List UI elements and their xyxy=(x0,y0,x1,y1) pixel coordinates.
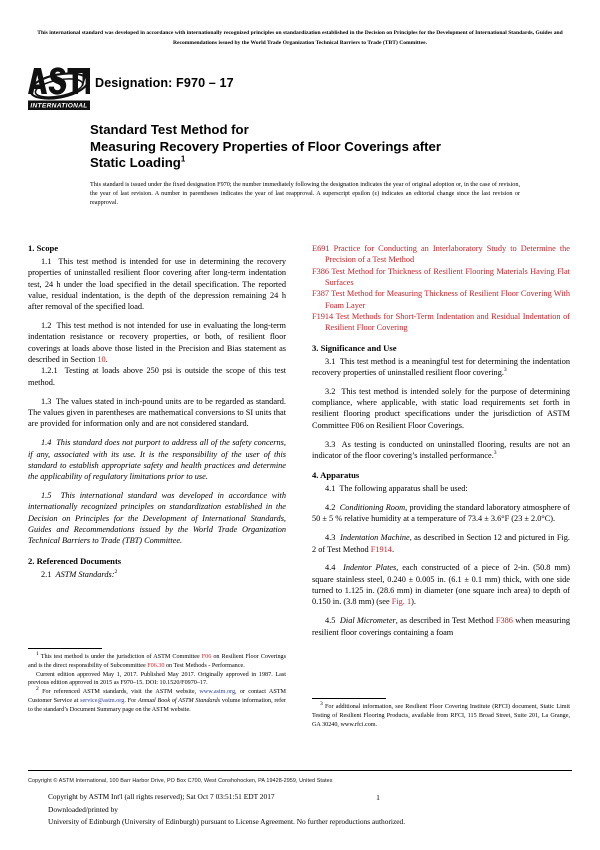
link-f386[interactable]: F386 xyxy=(495,616,513,626)
paragraph-1-4 xyxy=(28,437,286,482)
footnote-2 xyxy=(28,685,286,714)
footnote-2-text-c: . For xyxy=(124,697,138,704)
term-indentor-plates: Indentor Plates xyxy=(343,563,397,573)
link-fig-1[interactable]: Fig. 1 xyxy=(391,597,412,607)
term-conditioning-room: Conditioning Room xyxy=(339,503,406,513)
footnote-1-marker: 1 xyxy=(36,650,39,657)
section-heading-apparatus: 4. Apparatus xyxy=(312,470,360,481)
ref-title[interactable]: Test Method for Measuring Thickness of Resilient Floor Covering With Foam Layer xyxy=(325,289,570,310)
para-text-4-2: , providing the standard laboratory atmosphere of 50 ± 5 % relative humidity at a temperature of 73.4 ± 3.6°F (23 ± 2.0°C). xyxy=(312,503,571,524)
paragraph-1-2 xyxy=(28,320,286,365)
paragraph-4-5 xyxy=(312,615,570,638)
para-text-1-4: This standard does not purport to address all of the safety concerns, if any, associated with its use. It is the responsibility of the user of this standard to establish appropriate safety and health practices and determine the applicability of regulatory limitations prior to use. xyxy=(28,438,286,482)
paragraph-4-4 xyxy=(312,562,570,607)
para-num-1-1: 1.1 xyxy=(41,256,52,266)
section-heading-scope: 1. Scope xyxy=(28,243,59,253)
link-astm-website[interactable]: www.astm.org xyxy=(199,689,236,695)
footnotes-left xyxy=(28,648,286,714)
copyright-notice: Copyright © ASTM International, 100 Barr Harbor Drive, PO Box C700, West Conshohocken, PA 19428-2959, United States xyxy=(28,778,333,784)
download-stamp xyxy=(48,791,528,829)
para-num-4-4: 4.4 xyxy=(325,563,336,573)
ref-id[interactable]: F1914 xyxy=(312,312,334,322)
download-stamp-line-1: Copyright by ASTM Int'l (all rights reserved); Sat Oct 7 03:51:51 EDT 2017 xyxy=(48,792,275,801)
footnote-1 xyxy=(28,650,286,671)
para-num-1-2-1: 1.2.1 xyxy=(41,366,58,376)
para-text-1-1: This test method is intended for use in determining the recovery properties of uninstalled resilient floor covering after long-term indentation test, 24 h under the load specified in the detail specification. The reported value, residual indentation, is the depth of the depression remaining 24 h after removal of the specified load. xyxy=(28,256,286,312)
paragraph-2-1 xyxy=(28,569,286,580)
paragraph-1-5 xyxy=(28,490,286,547)
ref-title[interactable]: Practice for Conducting an Interlaboratory Study to Determine the Precision of a Test Method xyxy=(325,244,570,265)
astm-logo-subtext-label: INTERNATIONAL xyxy=(30,102,88,110)
footnote-1-text-c: on Test Methods - Performance. xyxy=(164,662,245,669)
link-section-10[interactable]: 10 xyxy=(97,355,106,365)
footnote-3 xyxy=(312,700,570,729)
para-num-2-1: 2.1 xyxy=(41,569,52,579)
download-stamp-line-2: Downloaded/printed by xyxy=(48,804,118,814)
footnote-1-text-b: on Resilient Floor Coverings and is the direct responsibility of Subcommittee xyxy=(28,654,286,669)
para-num-3-2: 3.2 xyxy=(325,386,336,396)
para-text-3-2: This test method is intended solely for the purpose of determining compliance, where applicable, with static load requirements set forth in resilient flooring product specifications under the jurisdiction of ASTM Committee F06 on Resilient Floor Coverings. xyxy=(312,386,570,430)
astm-logo-icon xyxy=(28,64,90,112)
footnote-2-italic-title: Annual Book of ASTM Standards xyxy=(137,697,221,704)
para-num-4-1: 4.1 xyxy=(325,484,336,494)
para-text-1-2-end: . xyxy=(105,355,108,365)
tbt-notice: This international standard was developed in accordance with internationally recognized principles on standardization established in the Decision on Principles for the Development of International Standards, Guides and Recommendations issued by the World Trade Organization Technical Barriers to Trade (TBT) Committee. xyxy=(37,30,563,46)
title-footnote-marker: 1 xyxy=(180,154,186,164)
para-num-4-2: 4.2 xyxy=(325,503,336,513)
link-f0630[interactable]: F06.30 xyxy=(147,662,165,669)
term-dial-micrometer: Dial Micrometer xyxy=(339,616,396,626)
para-num-1-5: 1.5 xyxy=(41,491,52,501)
designation: Designation: F970 – 17 xyxy=(95,76,234,90)
page-title xyxy=(90,122,520,172)
footnote-2-marker: 2 xyxy=(36,685,39,692)
title-line-1: Standard Test Method for xyxy=(90,122,249,137)
ref-title[interactable]: Test Method for Thickness of Resilient Flooring Materials Having Flat Surfaces xyxy=(325,266,570,288)
para-text-4-5: , as described in Test Method xyxy=(395,616,496,626)
section-heading-referenced-documents: 2. Referenced Documents xyxy=(28,555,122,566)
footnote-rule xyxy=(28,648,102,649)
paragraph-4-1 xyxy=(312,483,570,494)
footer-divider xyxy=(28,770,572,771)
footnote-rule xyxy=(312,698,386,699)
footnote-3-marker: 3 xyxy=(320,700,323,707)
footnote-3-text: For additional information, see Resilient Floor Covering Institute (RFCI) document, Static Limit Testing of Resilient Flooring Products, available from RFCI, 115 Broad Street, Suite 201, La Grange, GA 30240, www.rfci.com. xyxy=(312,704,570,728)
footnotes-right xyxy=(312,698,570,729)
para-num-1-3: 1.3 xyxy=(41,396,52,406)
title-line-3-text: Static Loading xyxy=(90,155,181,170)
para-text-4-1: The following apparatus shall be used: xyxy=(339,484,468,494)
paragraph-1-3 xyxy=(28,396,286,430)
paragraph-1-1 xyxy=(28,256,286,313)
ref-id[interactable]: F386 xyxy=(312,266,330,276)
para-num-4-5: 4.5 xyxy=(325,616,336,626)
para-text-3-1: This test method is a meaningful test for determining the indentation recovery properties of uninstalled resilient floor covering. xyxy=(312,356,571,377)
section-heading-significance-and-use: 3. Significance and Use xyxy=(312,342,397,353)
para-text-1-3: The values stated in inch-pound units are to be regarded as standard. The values given in parentheses are mathematical conversions to SI units that are provided for information only and are not considered standard. xyxy=(28,396,286,429)
astm-logo xyxy=(28,64,90,112)
para-num-1-2: 1.2 xyxy=(41,321,52,331)
paragraph-3-3 xyxy=(312,439,570,462)
footnote-2-text-b: , or contact ASTM Customer Service at xyxy=(28,689,286,704)
para-text-4-4: , each constructed of a piece of 2-in. (50.8 mm) square stainless steel, 0.240 ± 0.005 in. (6.1 ± 0.1 mm) thick, with one side turned to 1.125 in. (28.6 mm) in diameter (one square inch area) to depth of 0.150 in. (3.8 mm) (see xyxy=(312,563,570,607)
para-num-3-3: 3.3 xyxy=(325,439,336,449)
left-column xyxy=(28,243,286,580)
para-text-1-5: This international standard was developed in accordance with internationally recognized principles on standardization established in the Decision on Principles for the Development of International Standards, Guides and Recommendations issued by the World Trade Organization Technical Barriers to Trade (TBT) Committee. xyxy=(28,491,286,546)
link-service-email[interactable]: service@astm.org xyxy=(80,697,125,704)
footnote-current-edition: Current edition approved May 1, 2017. Published May 2017. Originally approved in 1987. Last previous edition approved in 2015 as F970–15. DOI: 10.1520/F0970–17. xyxy=(28,671,286,687)
paragraph-4-2 xyxy=(312,502,570,525)
para-label-astm-standards: ASTM Standards: xyxy=(55,569,115,579)
title-line-2: Measuring Recovery Properties of Floor Coverings after xyxy=(90,138,442,154)
list-item[interactable] xyxy=(312,311,570,334)
right-column xyxy=(312,243,570,638)
link-f1914[interactable]: F1914 xyxy=(370,544,392,554)
referenced-standards-list xyxy=(312,243,570,334)
list-item[interactable] xyxy=(312,288,570,311)
footnote-1-text-a: This test method is under the jurisdiction of ASTM Committee xyxy=(40,654,202,660)
para-text-1-2: This test method is not intended for use in evaluating the long-term indentation resistance or recovery properties, or both, of resilient floor coverings at loads above those listed in the Precision and Bias statement as described in Section xyxy=(28,321,287,365)
ref-id[interactable]: F387 xyxy=(312,289,330,299)
link-f06[interactable]: F06 xyxy=(201,654,212,660)
term-indentation-machine: Indentation Machine xyxy=(340,533,410,543)
para-text-4-3: , as described in Section 12 and pictured in Fig. 2 of Test Method xyxy=(312,533,570,554)
para-text-4-5-end: when measuring resilient floor coverings containing a foam xyxy=(312,616,570,637)
ref-id[interactable]: E691 xyxy=(312,244,330,253)
paragraph-1-2-1 xyxy=(28,365,286,388)
para-num-1-4: 1.4 xyxy=(41,438,52,448)
list-item[interactable] xyxy=(312,243,570,266)
footnote-marker-2: 2 xyxy=(114,568,118,575)
footnote-2-text-a: For referenced ASTM standards, visit the ASTM website, xyxy=(42,689,200,695)
list-item[interactable] xyxy=(312,266,570,289)
footnote-marker-3b: 3 xyxy=(493,450,497,457)
title-line-3 xyxy=(90,155,520,172)
page-number: 1 xyxy=(376,793,380,802)
footnote-marker-3: 3 xyxy=(503,367,507,374)
para-text-1-2-1: Testing at loads above 250 psi is outside the scope of this test method. xyxy=(28,366,287,387)
paragraph-4-3 xyxy=(312,532,570,555)
para-num-4-3: 4.3 xyxy=(325,533,336,543)
issued-under-note: This standard is issued under the fixed designation F970; the number immediately following the designation indicates the year of original adoption or, in the case of revision, the year of last revision. A number in parentheses indicates the year of last reapproval. A superscript epsilon (ε) indicates an editorial change since the last revision or reapproval. xyxy=(90,181,520,207)
para-text-4-4-end: ). xyxy=(411,597,416,607)
footnote-2-text-d: volume information, refer to the standard’s Document Summary page on the ASTM website. xyxy=(28,697,286,713)
para-text-3-3: As testing is conducted on uninstalled flooring, results are not an indicator of the floor covering’s installed performance. xyxy=(312,439,570,460)
paragraph-3-2 xyxy=(312,386,570,431)
ref-title[interactable]: Test Methods for Short-Term Indentation and Residual Indentation of Resilient Floor Covering xyxy=(325,312,571,333)
download-stamp-line-3: University of Edinburgh (University of Edinburgh) pursuant to License Agreement. No further reproductions authorized. xyxy=(48,817,406,826)
para-num-3-1: 3.1 xyxy=(325,356,336,366)
para-text-4-3-end: . xyxy=(391,544,395,554)
paragraph-3-1 xyxy=(312,356,570,379)
